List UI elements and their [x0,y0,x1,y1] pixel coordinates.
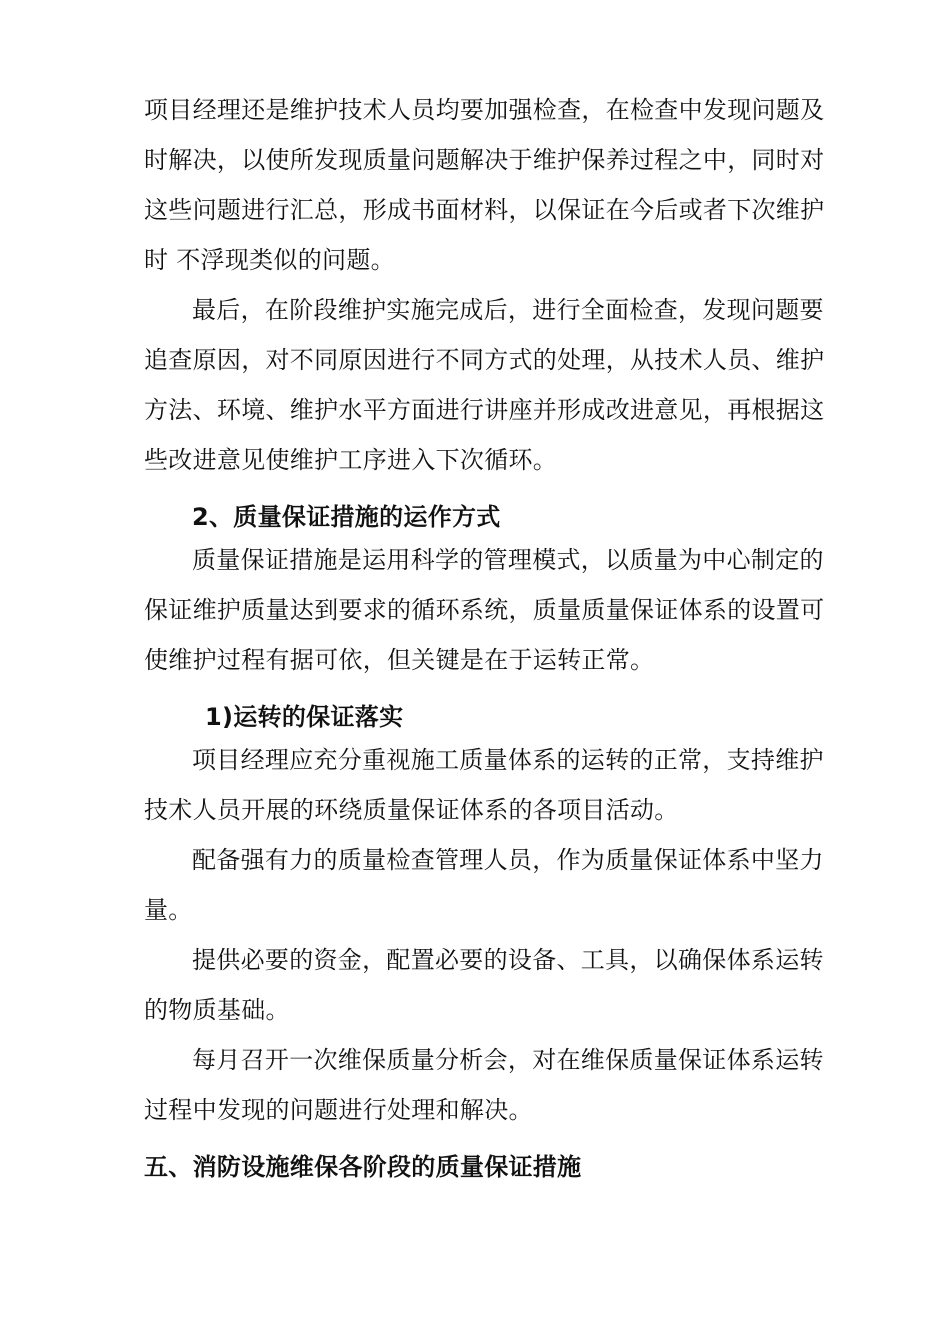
text-line: 提供必要的资金，配置必要的设备、工具，以确保体系运转 [192,946,824,974]
text-line: 配备强有力的质量检查管理人员，作为质量保证体系中坚力 [192,846,824,874]
section-heading: 2、质量保证措施的运作方式 [192,503,501,531]
text-line: 时解决，以使所发现质量问题解决于维护保养过程之中，同时对 [144,146,825,174]
text-line: 时 不浮现类似的问题。 [144,246,395,274]
text-line: 量。 [144,896,193,924]
text-line: 追查原因，对不同原因进行不同方式的处理，从技术人员、维护 [144,346,825,374]
text-line: 些改进意见使维护工序进入下次循环。 [144,446,558,474]
text-line: 使维护过程有据可依，但关键是在于运转正常。 [144,646,655,674]
text-line: 项目经理应充分重视施工质量体系的运转的正常，支持维护 [192,746,824,774]
text-line: 技术人员开展的环绕质量保证体系的各项目活动。 [144,796,679,824]
chapter-heading: 五、消防设施维保各阶段的质量保证措施 [144,1153,582,1181]
text-line: 每月召开一次维保质量分析会，对在维保质量保证体系运转 [192,1046,824,1074]
text-line: 过程中发现的问题进行处理和解决。 [144,1096,533,1124]
text-line: 保证维护质量达到要求的循环系统，质量质量保证体系的设置可 [144,596,825,624]
text-line: 的物质基础。 [144,996,290,1024]
text-line: 质量保证措施是运用科学的管理模式，以质量为中心制定的 [192,546,824,574]
subsection-heading: 1)运转的保证落实 [205,703,404,731]
text-line: 项目经理还是维护技术人员均要加强检查，在检查中发现问题及 [144,96,825,124]
text-line: 最后，在阶段维护实施完成后，进行全面检查，发现问题要 [192,296,824,324]
text-line: 这些问题进行汇总，形成书面材料，以保证在今后或者下次维护 [144,196,825,224]
text-line: 方法、环境、维护水平方面进行讲座并形成改进意见，再根据这 [144,396,825,424]
